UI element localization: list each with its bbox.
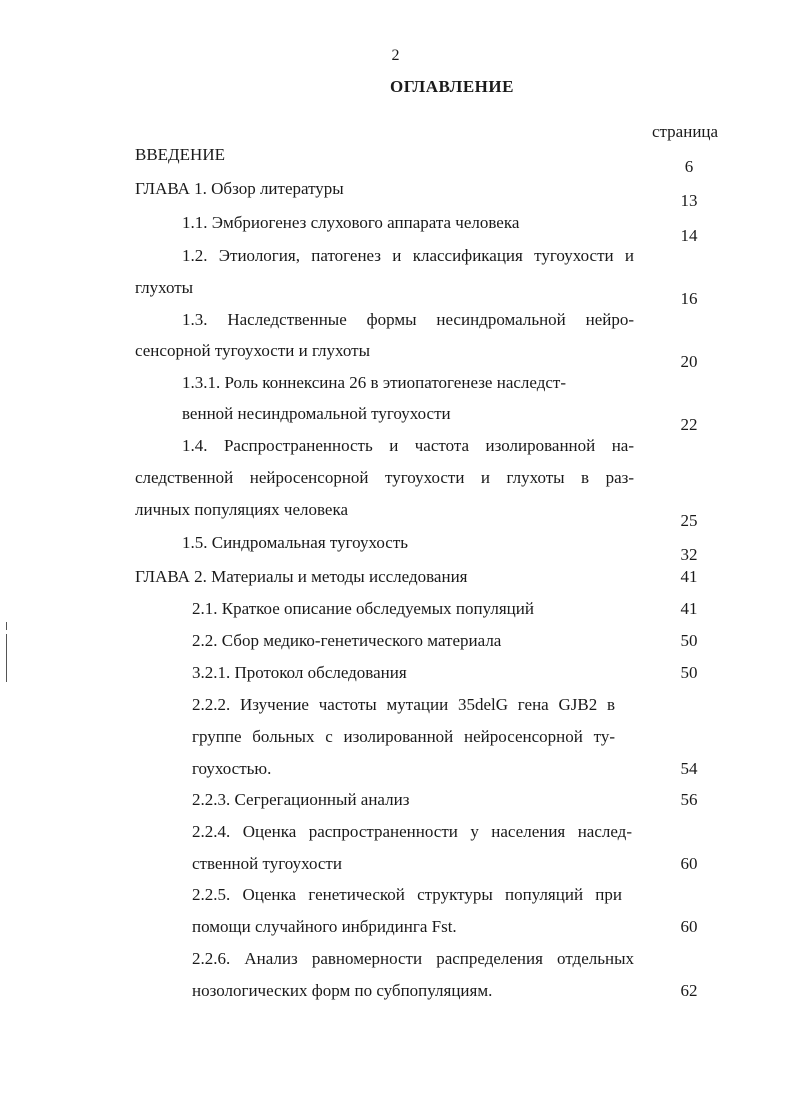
toc-entry-text: 2.2.5. Оценка генетической структуры популяций при	[192, 885, 622, 904]
toc-entry-page: 13	[680, 191, 698, 210]
toc-entry-text: 2.2. Сбор медико-генетического материала	[192, 631, 502, 650]
toc-entry-text: 1.3. Наследственные формы несиндромальной нейро-	[182, 310, 634, 329]
toc-entry-text: 2.2.2. Изучение частоты мутации 35delG гена GJB2 в	[192, 695, 615, 714]
toc-entry-text: 2.2.6. Анализ равномерности распределения отдельных	[192, 949, 634, 968]
toc-entry-text: венной несиндромальной тугоухости	[182, 404, 451, 423]
toc-entry-text: 2.2.4. Оценка распространенности у населения наслед-	[192, 822, 632, 841]
toc-entry-text: следственной нейросенсорной тугоухости и глухоты в раз-	[135, 468, 634, 487]
toc-entry-text: нозологических форм по субпопуляциям.	[192, 981, 493, 1000]
toc-entry-text: 1.2. Этиология, патогенез и классификация тугоухости и	[182, 246, 634, 265]
toc-entry-text: 2.1. Краткое описание обследуемых популяций	[192, 599, 534, 618]
toc-entry-text: 2.2.3. Сегрегационный анализ	[192, 790, 410, 809]
toc-entry-page: 50	[680, 663, 698, 682]
toc-entry-page: 25	[680, 511, 698, 530]
toc-entry-page: 32	[680, 545, 698, 564]
toc-entry-page: 56	[680, 790, 698, 809]
toc-entry-text: ГЛАВА 2. Материалы и методы исследования	[135, 567, 468, 586]
page-column-header: страница	[652, 122, 719, 141]
toc-entry-page: 41	[680, 599, 698, 618]
toc-entry-page: 54	[680, 759, 698, 778]
toc-entry-text: ГЛАВА 1. Обзор литературы	[135, 179, 344, 198]
toc-entry-page: 41	[680, 567, 698, 586]
toc-entry-page: 60	[680, 854, 698, 873]
toc-entry-text: 1.4. Распространенность и частота изолированной на-	[182, 436, 634, 455]
toc-entry-page: 50	[680, 631, 698, 650]
toc-entry-text: группе больных с изолированной нейросенсорной ту-	[192, 727, 615, 746]
toc-entry-text: гоухостью.	[192, 759, 272, 778]
toc-entry-page: 16	[680, 289, 698, 308]
toc-entry-text: помощи случайного инбридинга Fst.	[192, 917, 457, 936]
toc-entry-text: 1.5. Синдромальная тугоухость	[182, 533, 409, 552]
toc-entry-text: 1.1. Эмбриогенез слухового аппарата человека	[182, 213, 520, 232]
toc-title: ОГЛАВЛЕНИЕ	[390, 77, 514, 96]
page-number: 2	[391, 47, 400, 64]
toc-entry-page: 62	[680, 981, 698, 1000]
toc-entry-text: 3.2.1. Протокол обследования	[192, 663, 407, 682]
toc-entry-text: глухоты	[135, 278, 194, 297]
scan-artifact	[6, 634, 7, 682]
toc-entry-page: 22	[680, 415, 698, 434]
toc-entry-text: сенсорной тугоухости и глухоты	[135, 341, 371, 360]
toc-entry-page: 60	[680, 917, 698, 936]
toc-entry-text: 1.3.1. Роль коннексина 26 в этиопатогенезе наследст-	[182, 373, 566, 392]
toc-entry-text: ственной тугоухости	[192, 854, 342, 873]
toc-entry-text: личных популяциях человека	[135, 500, 349, 519]
toc-entry-page: 6	[684, 157, 694, 176]
toc-entry-text: ВВЕДЕНИЕ	[135, 145, 225, 164]
toc-entry-page: 20	[680, 352, 698, 371]
scan-artifact	[6, 622, 7, 630]
toc-entry-page: 14	[680, 226, 698, 245]
